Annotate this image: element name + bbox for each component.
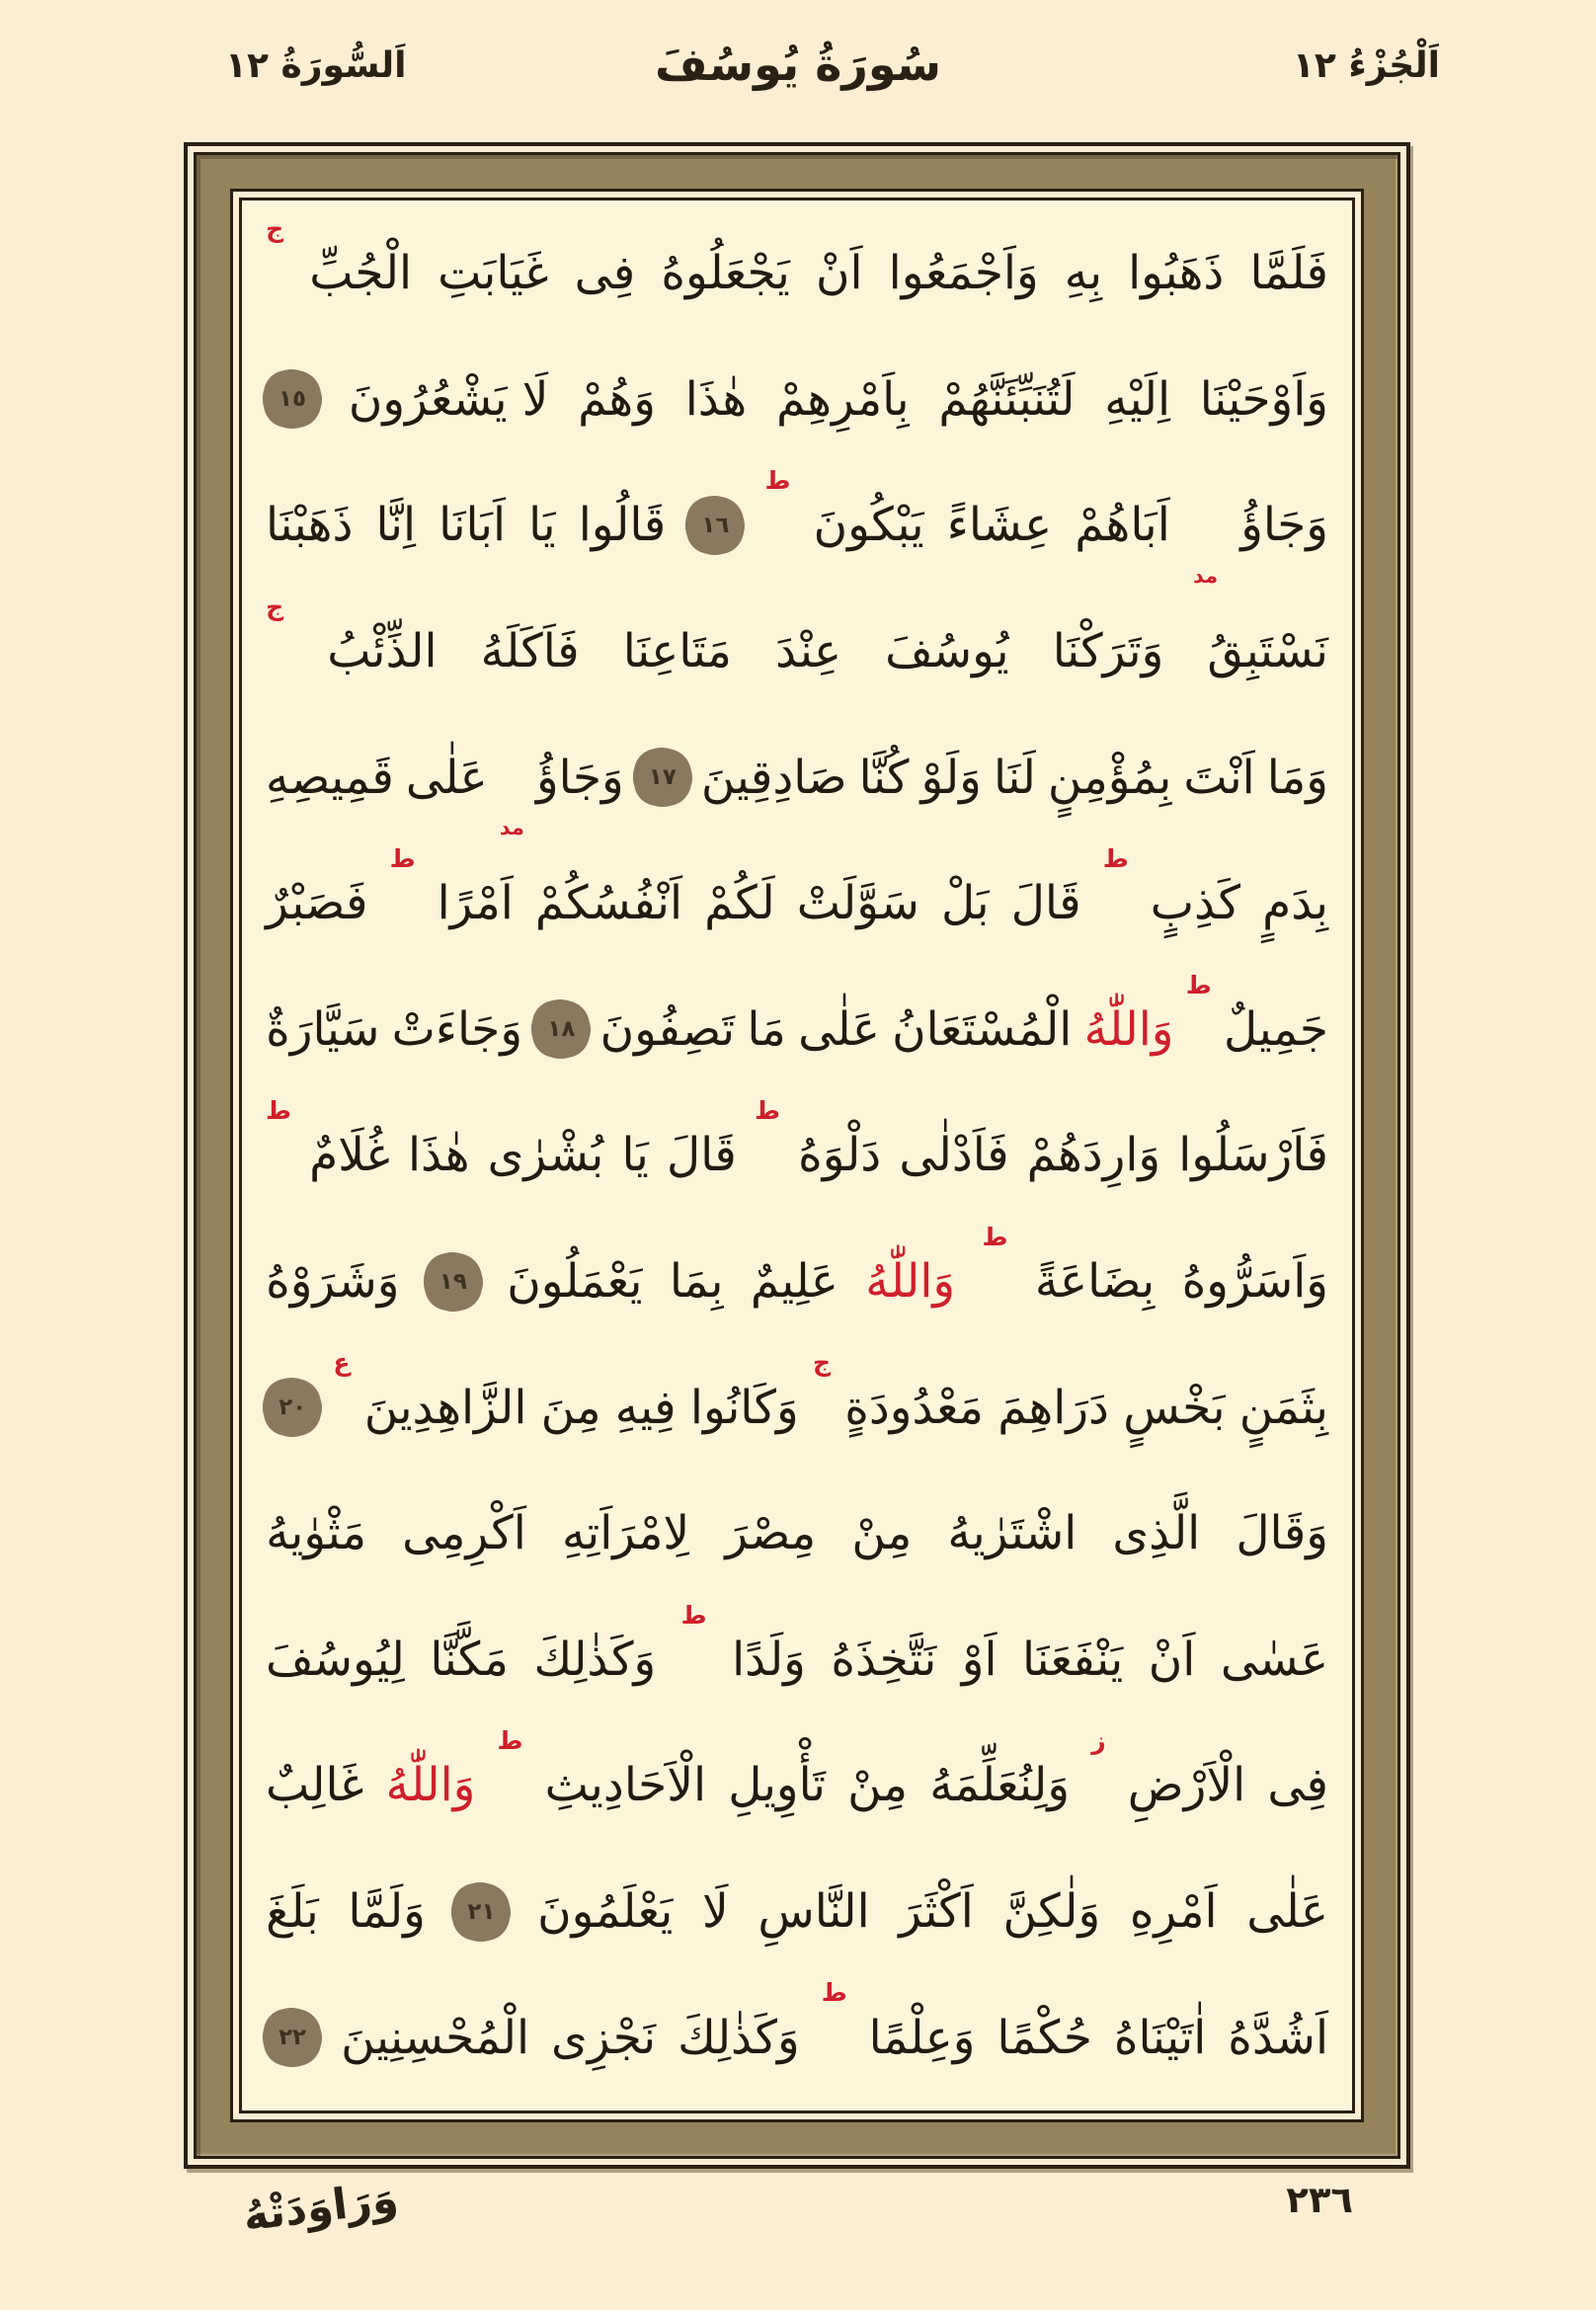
quran-word: بُشْرٰى xyxy=(487,1128,604,1183)
quran-word: يَا xyxy=(621,1128,649,1183)
quran-word: بِمُؤْمِنٍ xyxy=(1047,750,1172,805)
quran-word: وَلَوْ xyxy=(920,750,982,805)
quran-word: سَيَّارَةٌ xyxy=(266,1001,380,1057)
header-surah-ordinal: اَلسُّورَةُ ١٢ xyxy=(225,45,407,86)
quran-word: بَلْ xyxy=(940,876,990,931)
quran-word: مِصْرَ xyxy=(725,1506,817,1561)
quran-word: دَلْوَهُ xyxy=(798,1128,882,1183)
verse-marker: ١٥ xyxy=(266,372,319,426)
quran-word: سَوَّلَتْ xyxy=(796,876,919,931)
quran-word: اٰتَيْنَاهُ xyxy=(1113,2010,1207,2065)
pause-mark: ط xyxy=(680,1600,707,1630)
quran-word: هٰذَا xyxy=(407,1128,470,1183)
quran-word: عَلِيمٌ xyxy=(750,1254,838,1310)
pause-mark: ج xyxy=(266,592,284,621)
mushaf-line xyxy=(256,210,1338,337)
allah-word: وَاللّٰهُ xyxy=(385,1758,476,1813)
quran-word: يَجْعَلُوهُ xyxy=(661,246,790,301)
quran-word: قَمِيصِهِ xyxy=(266,750,394,805)
quran-word: النَّاسِ xyxy=(758,1884,870,1940)
frame-band xyxy=(194,152,1400,2159)
quran-word: مِنْ xyxy=(847,1758,909,1813)
quran-word: هٰذَا xyxy=(684,371,748,427)
quran-word: لِيُوسُفَ xyxy=(266,1632,405,1687)
quran-word: اَبَاهُمْ xyxy=(1075,498,1170,553)
quran-word: لَا يَشْعُرُونَ xyxy=(348,371,549,427)
quran-word: بِمَا xyxy=(669,1254,724,1310)
quran-word: بِهِ xyxy=(1064,246,1103,301)
mushaf-line xyxy=(256,1219,1338,1345)
quran-word: اَنْفُسُكُمْ xyxy=(534,876,682,931)
quran-word: مَتَاعِنَا xyxy=(622,624,732,679)
quran-word: وَاَسَرُّوهُ xyxy=(1181,1254,1328,1310)
mushaf-line xyxy=(256,1849,1338,1975)
quran-word: اَكْرِمِى xyxy=(402,1506,526,1561)
quran-word: اَبَانَا xyxy=(439,498,507,553)
quran-word: وَجَاءَتْ xyxy=(391,1001,523,1057)
catchword: وَرَاوَدَتْهُ xyxy=(240,2173,401,2242)
quran-word: وَلَدًا xyxy=(732,1632,806,1687)
quran-word: وَلَمَّا xyxy=(348,1884,426,1940)
quran-word: عِشَاءً xyxy=(946,498,1053,553)
mushaf-line xyxy=(256,714,1338,840)
quran-word: فَلَمَّا xyxy=(1249,246,1328,301)
pause-mark: ط xyxy=(1102,843,1129,873)
pause-mark: ط xyxy=(389,843,416,873)
quran-word: بَلَغَ xyxy=(266,1884,319,1940)
quran-word: دَرَاهِمَ xyxy=(998,1380,1109,1435)
quran-word: وَمَا xyxy=(1266,750,1328,805)
mushaf-line xyxy=(256,1597,1338,1723)
mushaf-line xyxy=(256,1722,1338,1849)
frame-inner-mat xyxy=(230,189,1364,2122)
quran-word: تَصِفُونَ xyxy=(599,1001,736,1057)
quran-word: فِى xyxy=(574,246,636,301)
quran-word: ذَهَبُوا xyxy=(1128,246,1225,301)
quran-word: بِضَاعَةً xyxy=(1034,1254,1156,1310)
quran-word: مِنْ xyxy=(851,1506,913,1561)
quran-word: وَشَرَوْهُ xyxy=(266,1254,400,1310)
quran-word: وَقَالَ xyxy=(1236,1506,1328,1561)
quran-word: كُنَّا xyxy=(858,750,910,805)
quran-word: اَمْرِهِ xyxy=(1129,1884,1218,1940)
quran-word: الزَّاهِدِينَ xyxy=(363,1380,527,1435)
pause-mark: ج xyxy=(812,1348,831,1378)
quran-word: يَعْمَلُونَ xyxy=(507,1254,643,1310)
quran-word: لَكُمْ xyxy=(704,876,775,931)
page-number: ٢٣٦ xyxy=(1286,2179,1353,2221)
quran-word: غُلَامٌ xyxy=(309,1128,390,1183)
mushaf-line xyxy=(256,1471,1338,1597)
quran-word: اشْتَرٰيهُ xyxy=(947,1506,1077,1561)
verse-marker: ١٩ xyxy=(427,1255,480,1309)
quran-word: وَكَانُوا xyxy=(689,1380,799,1435)
verse-marker: ٢٢ xyxy=(266,2011,319,2064)
quran-word: وَارِدَهُمْ xyxy=(1026,1128,1161,1183)
pause-mark: ط xyxy=(755,1096,780,1126)
quran-word: وَتَرَكْنَا xyxy=(1052,624,1164,679)
mushaf-line xyxy=(256,337,1338,463)
quran-word: بَخْسٍ xyxy=(1123,1380,1226,1435)
quran-word: وَاَجْمَعُوا xyxy=(888,246,1039,301)
quran-word: اَشُدَّهُ xyxy=(1228,2010,1328,2065)
quran-word: جَمِيلٌ xyxy=(1223,1001,1328,1057)
quran-word: وَهُمْ xyxy=(578,371,656,427)
quran-word: حُكْمًا xyxy=(997,2010,1092,2065)
quran-word: مَا xyxy=(747,1001,786,1057)
quran-word: لَنَا xyxy=(993,750,1036,805)
pause-mark: ط xyxy=(821,1978,847,2008)
quran-word: يَا xyxy=(528,498,556,553)
quran-word: الْاَحَادِيثِ xyxy=(544,1758,707,1813)
quran-word: مَعْدُودَةٍ xyxy=(844,1380,984,1435)
quran-word: الَّذِى xyxy=(1112,1506,1201,1561)
quran-word: بِاَمْرِهِمْ xyxy=(775,371,910,427)
quran-word: غَيَابَتِ xyxy=(438,246,549,301)
quran-word: يَعْلَمُونَ xyxy=(537,1884,674,1940)
quran-word: تَأْوِيلِ xyxy=(728,1758,826,1813)
quran-word: لَتُنَبِّئَنَّهُمْ xyxy=(938,371,1076,427)
quran-word: الْمُحْسِنِينَ xyxy=(341,2010,530,2065)
quran-word: وَجَاؤُ xyxy=(535,750,624,805)
mushaf-line xyxy=(256,589,1338,715)
quran-word: الذِّئْبُ xyxy=(327,624,438,679)
quran-word: بِثَمَنٍ xyxy=(1238,1380,1328,1435)
header-surah-title: سُورَةُ يُوسُفَ xyxy=(655,38,941,91)
quran-word: فِى xyxy=(1267,1758,1328,1813)
quran-word: اَكْثَرَ xyxy=(899,1884,974,1940)
quran-word: عَلٰى xyxy=(405,750,488,805)
allah-word: وَاللّٰهُ xyxy=(865,1254,956,1310)
quran-word: اِلَيْهِ xyxy=(1104,371,1171,427)
quran-word: اَنْ xyxy=(815,246,863,301)
quran-word: فَاَدْلٰى xyxy=(899,1128,1009,1183)
quran-word: قَالَ xyxy=(666,1128,737,1183)
mushaf-line xyxy=(256,1344,1338,1471)
quran-word: الْاَرْضِ xyxy=(1127,1758,1246,1813)
quran-word: عَلٰى xyxy=(1246,1884,1328,1940)
quran-word: قَالُوا xyxy=(578,498,667,553)
quran-word: وَلٰكِنَّ xyxy=(1002,1884,1101,1940)
quran-word: وَلِنُعَلِّمَهُ xyxy=(929,1758,1071,1813)
mushaf-lines xyxy=(239,198,1355,2113)
quran-word: يَنْفَعَنَا xyxy=(1022,1632,1124,1687)
quran-word: نَتَّخِذَهُ xyxy=(831,1632,937,1687)
pause-mark: ط xyxy=(497,1726,523,1756)
madd-mark: مد xyxy=(1192,563,1219,588)
verse-marker: ٢٠ xyxy=(266,1381,319,1434)
quran-word: لِامْرَاَتِهِ xyxy=(561,1506,690,1561)
quran-word: مَثْوٰيهُ xyxy=(266,1506,366,1561)
quran-word: فِيهِ xyxy=(614,1380,677,1435)
pause-mark: ز xyxy=(1091,1726,1106,1756)
quran-word: كَذِبٍ xyxy=(1150,876,1241,931)
quran-word: اَمْرًا xyxy=(437,876,514,931)
quran-word: اَنْ xyxy=(1148,1632,1196,1687)
quran-word: الْجُبِّ xyxy=(309,246,413,301)
mushaf-line xyxy=(256,967,1338,1093)
quran-word: وَعِلْمًا xyxy=(868,2010,976,2065)
mushaf-line xyxy=(256,840,1338,967)
quran-word: قَالَ xyxy=(1010,876,1081,931)
quran-word: عَسٰى xyxy=(1220,1632,1328,1687)
pause-mark: ط xyxy=(1185,970,1212,999)
quran-word: فَاَكَلَهُ xyxy=(480,624,580,679)
quran-word: اِنَّا xyxy=(375,498,417,553)
verse-marker: ٢١ xyxy=(454,1885,508,1939)
quran-word: عَلٰى xyxy=(798,1001,880,1057)
quran-word: بِدَمٍ xyxy=(1262,876,1328,931)
verse-marker: ١٧ xyxy=(636,751,689,804)
quran-word: نَجْزِى xyxy=(550,2010,657,2065)
verse-marker: ١٨ xyxy=(534,1002,588,1056)
quran-word: وَكَذٰلِكَ xyxy=(533,1632,657,1687)
pause-mark: ط xyxy=(266,1096,292,1126)
ornamental-frame xyxy=(184,142,1410,2169)
quran-word: اَنْتَ xyxy=(1183,750,1255,805)
quran-word: مَكَّنَّا xyxy=(430,1632,509,1687)
quran-word: وَكَذٰلِكَ xyxy=(678,2010,800,2065)
quran-word: ذَهَبْنَا xyxy=(266,498,354,553)
allah-word: وَاللّٰهُ xyxy=(1083,1001,1174,1057)
mushaf-line xyxy=(256,1092,1338,1219)
pause-mark: ع xyxy=(333,1348,351,1378)
quran-word: الْمُسْتَعَانُ xyxy=(892,1001,1073,1057)
quran-word: وَاَوْحَيْنَا xyxy=(1199,371,1328,427)
quran-word: يَبْكُونَ xyxy=(813,498,924,553)
pause-mark: ط xyxy=(982,1222,1008,1251)
mushaf-line xyxy=(256,1974,1338,2101)
quran-word: غَالِبٌ xyxy=(266,1758,364,1813)
quran-word: فَصَبْرٌ xyxy=(266,876,368,931)
verse-marker: ١٦ xyxy=(688,499,742,552)
quran-word: اَوْ xyxy=(961,1632,998,1687)
quran-word: صَادِقِينَ xyxy=(700,750,847,805)
pause-mark: ط xyxy=(764,466,791,496)
madd-mark: مد xyxy=(499,815,524,839)
header-juz-label: اَلْجُزْءُ ١٢ xyxy=(1292,45,1440,86)
quran-word: فَاَرْسَلُوا xyxy=(1178,1128,1328,1183)
quran-word: وَجَاؤُ xyxy=(1240,498,1328,553)
quran-word: عِنْدَ xyxy=(775,624,841,679)
quran-word: يُوسُفَ xyxy=(885,624,1009,679)
quran-word: مِنَ xyxy=(540,1380,601,1435)
quran-word: لَا xyxy=(701,1884,729,1940)
quran-word: نَسْتَبِقُ xyxy=(1207,624,1328,679)
pause-mark: ج xyxy=(266,214,284,243)
mushaf-line xyxy=(256,462,1338,589)
